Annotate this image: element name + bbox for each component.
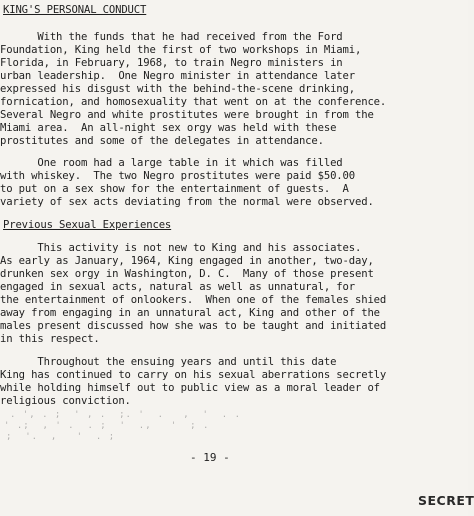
page-number: - 19 - — [190, 451, 230, 464]
para1-line4: urban leadership. One Negro minister in attendance later — [0, 70, 355, 82]
para2-line3: to put on a sex show for the entertainment of guests. A — [0, 183, 349, 195]
para2-line4: variety of sex acts deviating from the normal were observed. — [0, 196, 374, 208]
para1-line3: Florida, in February, 1968, to train Negro ministers in — [0, 57, 343, 69]
para1-line8: Miami area. An all-night sex orgy was held with these — [0, 122, 337, 134]
section-title: KING'S PERSONAL CONDUCT — [3, 4, 147, 16]
para3-line1: This activity is not new to King and his associates. — [0, 242, 362, 254]
para4-line4: religious conviction. — [0, 395, 131, 407]
para1-line7: Several Negro and white prostitutes were brought in from the — [0, 109, 374, 121]
subsection-heading: Previous Sexual Experiences — [3, 219, 172, 231]
para1-line5: expressed his disgust with the behind-the-scene drinking, — [0, 83, 355, 95]
para3-line4: engaged in sexual acts, natural as well as unnatural, for — [0, 281, 355, 293]
para1-line6: fornication, and homosexuality that went on at the conference. — [0, 96, 387, 108]
scan-noise: . ', . ; ' , . ;. ' . , ' . . — [10, 410, 242, 420]
para3-line2: As early as January, 1964, King engaged in another, two-day, — [0, 255, 374, 267]
para4-line3: while holding himself out to public view as a moral leader of — [0, 382, 380, 394]
para3-line3: drunken sex orgy in Washington, D. C. Many of those present — [0, 268, 374, 280]
para1-line1: With the funds that he had received from the Ford — [0, 31, 343, 43]
classification-stamp: SECRET — [418, 493, 474, 508]
para3-line6: away from engaging in an unnatural act, King and other of the — [0, 307, 380, 319]
para3-line8: in this respect. — [0, 333, 100, 345]
para3-line7: males present discussed how she was to be taught and initiated — [0, 320, 387, 332]
para4-line2: King has continued to carry on his sexual aberrations secretly — [0, 369, 387, 381]
para2-line1: One room had a large table in it which was filled — [0, 157, 343, 169]
para4-line1: Throughout the ensuing years and until this date — [0, 356, 337, 368]
scan-noise: ; '. , ' . ; — [6, 432, 116, 442]
para2-line2: with whiskey. The two Negro prostitutes were paid $50.00 — [0, 170, 355, 182]
para3-line5: the entertainment of onlookers. When one of the females shied — [0, 294, 387, 306]
scan-noise: ' .; , ' . . ; ' ., ' ; . — [4, 421, 210, 431]
para1-line2: Foundation, King held the first of two workshops in Miami, — [0, 44, 362, 56]
para1-line9: prostitutes and some of the delegates in attendance. — [0, 135, 324, 147]
